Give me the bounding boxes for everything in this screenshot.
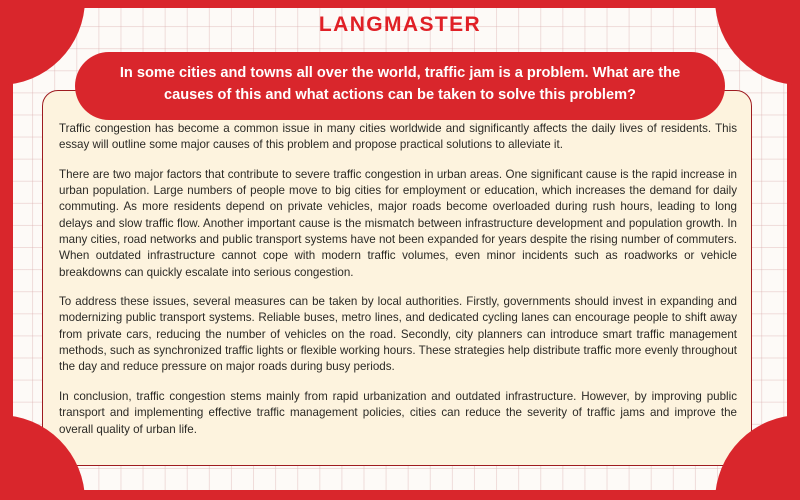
essay-paragraph: There are two major factors that contribute to severe traffic congestion in urban areas. One significant cause is the rapid increase in urban population. Large numbers of people move to big cities for employment or education, which increases the demand for daily commuting. As more residents depend on private vehicles, major roads become overloaded during rush hours, leading to long delays and slow traffic flow. Another important cause is the mismatch between infrastructure development and population growth. In many cities, road networks and public transport systems have not been expanded for years despite the rising number of commuters. When outdated infrastructure cannot cope with modern traffic volumes, even minor incidents such as roadworks or vehicle breakdowns can quickly escalate into serious congestion. <box>59 167 737 279</box>
essay-question-banner: In some cities and towns all over the world, traffic jam is a problem. What are the causes of this and what actions can be taken to solve this problem? <box>75 52 725 120</box>
essay-card <box>42 90 752 466</box>
essay-paragraph: To address these issues, several measures can be taken by local authorities. Firstly, governments should invest in expanding and modernizing public transport systems. Reliable buses, metro lines, and dedicated cycling lanes can encourage people to shift away from private cars, reducing the number of vehicles on the road. Secondly, city planners can introduce smart traffic management methods, such as synchronized traffic lights or flexible working hours. These strategies help distribute traffic more evenly throughout the day and reduce pressure on major roads during busy periods. <box>59 295 737 374</box>
langmaster-logo: LANGMASTER <box>318 13 482 36</box>
essay-body <box>59 121 737 438</box>
essay-paragraph: In conclusion, traffic congestion stems mainly from rapid urbanization and outdated infrastructure. However, by improving public transport and implementing effective traffic management policies, cities can reduce the severity of traffic jams and improve the overall quality of urban life. <box>59 389 737 436</box>
essay-paragraph: Traffic congestion has become a common issue in many cities worldwide and significantly affects the daily lives of residents. This essay will outline some major causes of this problem and propose practical solutions to alleviate it. <box>59 122 737 152</box>
essay-card-inner <box>59 121 737 457</box>
